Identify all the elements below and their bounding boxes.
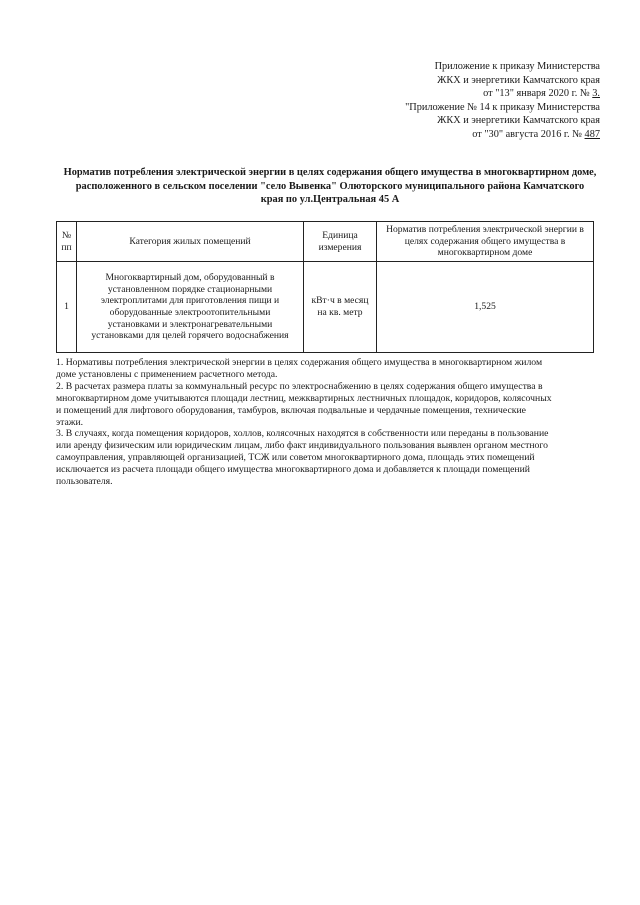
cell-norm-value: 1,525 — [377, 262, 594, 353]
order-reference-header — [405, 60, 600, 142]
header-line: ЖКХ и энергетики Камчатского края — [437, 74, 600, 86]
header-line: Приложение к приказу Министерства — [434, 61, 600, 72]
order-number: 487 — [584, 128, 600, 140]
header-line: от "30" августа 2016 г. № 487 — [472, 128, 600, 140]
note-line: или аренду физическим или юридическим лицам, либо факт индивидуального пользования выявлен органом местного — [56, 440, 548, 452]
note-line: 3. В случаях, когда помещения коридоров, холлов, колясочных находятся в собственности или переданы в пользование — [56, 428, 549, 440]
note-line: пользователя. — [56, 476, 113, 488]
cell-category: Многоквартирный дом, оборудованный в установленном порядке стационарными электроплитами для приготовления пищи и оборудованные электроотопительными установками и электронагревательными установками для целей горячего водоснабжения — [77, 262, 304, 353]
table-header-row — [57, 222, 594, 262]
title-line: Норматив потребления электрической энергии в целях содержания общего имущества в многоквартирном доме, — [63, 167, 597, 178]
header-norm: Норматив потребления электрической энергии в целях содержания общего имущества в многоквартирном доме — [377, 222, 594, 262]
notes-section — [56, 357, 616, 488]
note-line: и помещений для лифтового оборудования, тамбуров, включая подвальные и чердачные помещения, технические — [56, 404, 526, 416]
note-line: многоквартирном доме учитываются площади лестниц, межквартирных лестничных площадок, коридоров, колясочных — [56, 392, 552, 404]
header-line: ЖКХ и энергетики Камчатского края — [437, 115, 600, 127]
note-line: исключается из расчета площади общего имущества многоквартирного дома и добавляется к площади помещений — [56, 464, 530, 476]
header-num: № пп — [57, 222, 77, 262]
cell-unit: кВт·ч в месяц на кв. метр — [304, 262, 377, 353]
table-row — [57, 262, 594, 353]
norm-table — [56, 221, 594, 353]
cell-num: 1 — [57, 262, 77, 353]
note-line: этажи. — [56, 416, 84, 428]
document-title — [55, 166, 605, 207]
header-category: Категория жилых помещений — [77, 222, 304, 262]
note-line: доме установлены с применением расчетного метода. — [56, 368, 278, 380]
order-number: 3. — [592, 88, 600, 100]
header-unit: Единица измерения — [304, 222, 377, 262]
title-line: края по ул.Центральная 45 А — [260, 194, 400, 206]
header-line: от "13" января 2020 г. № 3. — [483, 88, 600, 100]
note-line: 1. Нормативы потребления электрической энергии в целях содержания общего имущества в многоквартирном жилом — [56, 357, 543, 368]
note-line: 2. В расчетах размера платы за коммунальный ресурс по электроснабжению в целях содержания общего имущества в — [56, 380, 543, 392]
title-line: расположенного в сельском поселении "село Вывенка" Олюторского муниципального района Камчатского — [75, 180, 585, 192]
header-line: "Приложение № 14 к приказу Министерства — [405, 101, 600, 113]
note-line: самоуправления, управляющей организацией, ТСЖ или советом многоквартирного дома, площадь этих помещений — [56, 452, 535, 464]
